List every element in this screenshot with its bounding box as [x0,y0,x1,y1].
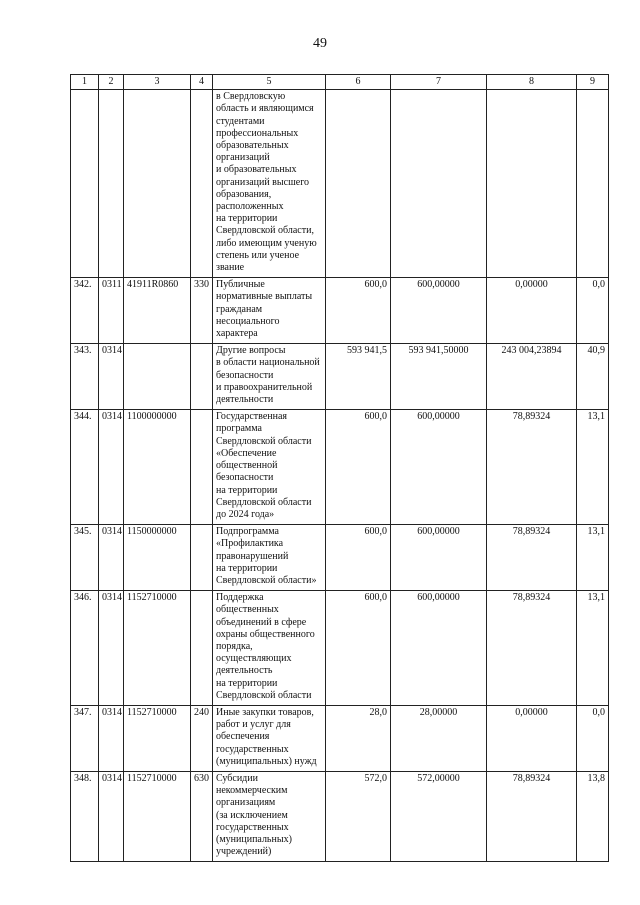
table-row [71,90,609,278]
header-col-9: 9 [577,75,609,90]
value-col-9: 13,1 [577,410,609,525]
row-number: 347. [71,705,99,771]
value-col-9: 13,8 [577,771,609,861]
header-col-5: 5 [213,75,326,90]
target-article-code [124,344,191,410]
value-col-8: 0,00000 [487,278,577,344]
value-col-8: 243 004,23894 [487,344,577,410]
target-article-code [124,90,191,278]
value-col-8 [487,90,577,278]
expense-type-code [191,525,213,591]
row-number: 342. [71,278,99,344]
table-row [71,705,609,771]
value-col-6: 600,0 [326,278,391,344]
value-col-9: 0,0 [577,278,609,344]
row-number: 346. [71,591,99,706]
value-col-8: 78,89324 [487,525,577,591]
item-name: Субсидии некоммерческим организациям (за исключением государственных (муниципальных) учреждений) [213,771,326,861]
value-col-8: 78,89324 [487,410,577,525]
value-col-7: 600,00000 [391,410,487,525]
table-row [71,771,609,861]
value-col-6: 28,0 [326,705,391,771]
expense-type-code: 240 [191,705,213,771]
item-name: Поддержка общественных объединений в сфере охраны общественного порядка, осуществляющих деятельность на территории Свердловской области [213,591,326,706]
value-col-6: 600,0 [326,525,391,591]
value-col-7: 600,00000 [391,591,487,706]
target-article-code: 1100000000 [124,410,191,525]
value-col-8: 78,89324 [487,771,577,861]
row-number: 348. [71,771,99,861]
value-col-7: 600,00000 [391,525,487,591]
section-code [99,90,124,278]
page-number: 49 [313,36,327,51]
target-article-code: 1152710000 [124,591,191,706]
value-col-9 [577,90,609,278]
value-col-8: 78,89324 [487,591,577,706]
target-article-code: 41911R0860 [124,278,191,344]
value-col-6: 593 941,5 [326,344,391,410]
item-name: Другие вопросы в области национальной безопасности и правоохранительной деятельности [213,344,326,410]
expense-type-code [191,591,213,706]
value-col-7: 593 941,50000 [391,344,487,410]
section-code: 0314 [99,705,124,771]
item-name: Публичные нормативные выплаты гражданам несоциального характера [213,278,326,344]
expense-type-code: 630 [191,771,213,861]
item-name: Государственная программа Свердловской области «Обеспечение общественной безопасности на территории Свердловской области до 2024 года» [213,410,326,525]
expense-type-code [191,410,213,525]
target-article-code: 1150000000 [124,525,191,591]
value-col-6: 600,0 [326,410,391,525]
budget-table [70,74,609,862]
value-col-9: 0,0 [577,705,609,771]
value-col-7: 600,00000 [391,278,487,344]
item-name: Подпрограмма «Профилактика правонарушений на территории Свердловской области» [213,525,326,591]
value-col-6 [326,90,391,278]
value-col-6: 572,0 [326,771,391,861]
value-col-8: 0,00000 [487,705,577,771]
item-name: в Свердловскую область и являющимся студентами профессиональных образовательных организаций и образовательных организаций высшего образования, расположенных на территории Свердловской области, либо имеющим ученую степень или ученое звание [213,90,326,278]
target-article-code: 1152710000 [124,771,191,861]
table-row [71,344,609,410]
value-col-9: 13,1 [577,591,609,706]
header-col-1: 1 [71,75,99,90]
target-article-code: 1152710000 [124,705,191,771]
header-col-3: 3 [124,75,191,90]
expense-type-code [191,344,213,410]
table-row [71,591,609,706]
header-col-8: 8 [487,75,577,90]
section-code: 0314 [99,344,124,410]
table-row [71,410,609,525]
header-col-4: 4 [191,75,213,90]
row-number: 344. [71,410,99,525]
section-code: 0314 [99,591,124,706]
row-number [71,90,99,278]
value-col-7: 572,00000 [391,771,487,861]
value-col-9: 13,1 [577,525,609,591]
row-number: 343. [71,344,99,410]
header-col-7: 7 [391,75,487,90]
value-col-6: 600,0 [326,591,391,706]
section-code: 0314 [99,771,124,861]
table-row [71,525,609,591]
header-col-6: 6 [326,75,391,90]
value-col-7: 28,00000 [391,705,487,771]
value-col-7 [391,90,487,278]
item-name: Иные закупки товаров, работ и услуг для обеспечения государственных (муниципальных) нужд [213,705,326,771]
section-code: 0314 [99,410,124,525]
row-number: 345. [71,525,99,591]
header-row [71,75,609,90]
section-code: 0314 [99,525,124,591]
value-col-9: 40,9 [577,344,609,410]
expense-type-code: 330 [191,278,213,344]
table-row [71,278,609,344]
expense-type-code [191,90,213,278]
section-code: 0311 [99,278,124,344]
header-col-2: 2 [99,75,124,90]
